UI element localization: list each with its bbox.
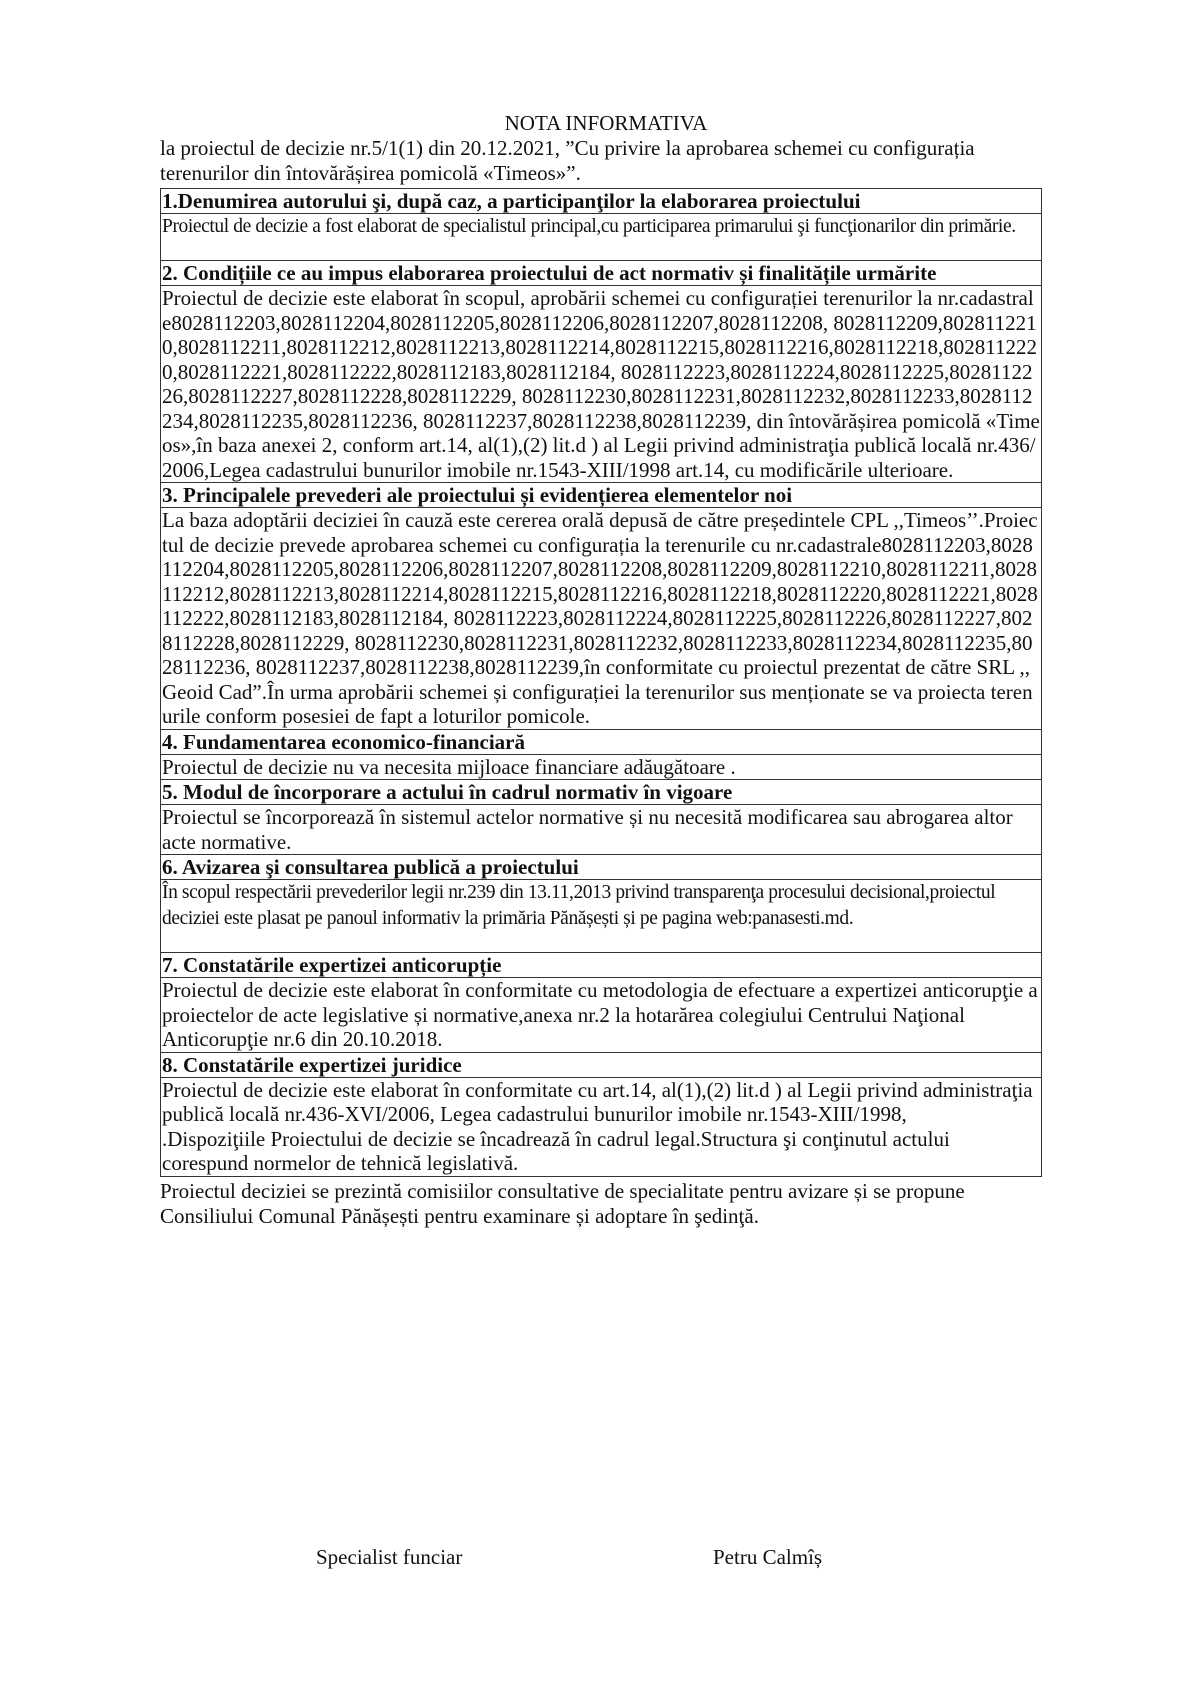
- signature-role: Specialist funciar: [316, 1545, 463, 1569]
- section-heading: 6. Avizarea şi consultarea publică a proiectului: [161, 855, 1042, 880]
- section-paragraph: Proiectul de decizie nu va necesita mijloace financiare adăugătoare .: [162, 754, 736, 779]
- section-paragraph: Proiectul de decizie este elaborat în scopul, aprobării schemei cu configurației terenurilor la nr.cadastrale8028112203,8028112204,8028112205,8028112206,8028112207,8028112208, 8028112209,8028112210,8028112211,8028112212,8028112213,8028112214,8028112215,8028112216,8028112218,8028112220,8028112221,8028112222,8028112183,8028112184, 8028112223,8028112224,8028112225,8028112226,8028112227,8028112228,8028112229, 8028112230,8028112231,8028112232,8028112233,8028112234,8028112235,8028112236, 8028112237,8028112238,8028112239, din întovărășirea pomicolă «Timeos»,în baza anexei 2, conform art.14, al(1),(2) lit.d ) al Legii privind administraţia publică locală nr.436/2006,Legea cadastrului bunurilor imobile nr.1543-XIII/1998 art.14, cu modificările ulterioare.: [162, 286, 1040, 482]
- section-paragraph: Proiectul de decizie a fost elaborat de specialistul principal,cu participarea primarului şi funcţionarilor din primărie.: [162, 216, 1016, 237]
- section-8-heading-row: [161, 1052, 1042, 1077]
- section-heading: 8. Constatările expertizei juridice: [161, 1052, 1042, 1077]
- section-body: [161, 754, 1042, 780]
- section-3-body-row: [161, 508, 1042, 730]
- section-6-heading-row: [161, 855, 1042, 880]
- section-paragraph: În scopul respectării prevederilor legii nr.239 din 13.11,2013 privind transparenţa procesului decisional,proiectul deciziei este plasat pe panoul informativ la primăria Pănășești și pe pagina web:panasesti.md.: [162, 882, 996, 929]
- section-paragraph: .Dispoziţiile Proiectului de decizie se încadrează în cadrul legal.Structura şi conţinutul actului corespund normelor de tehnică legislativă.: [162, 1126, 950, 1175]
- closing-paragraph: Proiectul deciziei se prezintă comisiilor consultative de specialitate pentru avizare și se propune Consiliului Comunal Pănășești pentru examinare și adoptare în şedinţă.: [160, 1178, 965, 1228]
- section-body: [161, 214, 1042, 261]
- section-7-body-row: [161, 978, 1042, 1053]
- section-5-body-row: [161, 805, 1042, 855]
- spacer: [162, 932, 1040, 952]
- section-body: [161, 1077, 1042, 1176]
- section-6-body-row: [161, 880, 1042, 953]
- section-heading: 7. Constatările expertizei anticorupție: [161, 953, 1042, 978]
- section-heading: 5. Modul de încorporare a actului în cadrul normativ în vigoare: [161, 780, 1042, 805]
- section-1-body-row: [161, 214, 1042, 261]
- section-4-body-row: [161, 754, 1042, 780]
- section-heading: 1.Denumirea autorului şi, după caz, a participanţilor la elaborarea proiectului: [161, 189, 1042, 214]
- section-body: [161, 880, 1042, 953]
- document-title: NOTA INFORMATIVA: [504, 111, 708, 135]
- section-2-body-row: [161, 286, 1042, 483]
- section-4-heading-row: [161, 729, 1042, 754]
- section-heading: 2. Condițiile ce au impus elaborarea proiectului de act normativ și finalitățile urmărite: [161, 261, 1042, 286]
- section-2-heading-row: [161, 261, 1042, 286]
- section-3-heading-row: [161, 483, 1042, 508]
- section-body: [161, 805, 1042, 855]
- signature-name: Petru Calmîș: [713, 1545, 823, 1569]
- document-subtitle: la proiectul de decizie nr.5/1(1) din 20.12.2021, ”Cu privire la aprobarea schemei cu configurația terenurilor din întovărășirea pomicolă «Timeos»”.: [160, 136, 975, 185]
- section-8-body-row: [161, 1077, 1042, 1176]
- spacer: [162, 240, 1040, 260]
- document-page: [160, 110, 1042, 1229]
- section-1-heading-row: [161, 189, 1042, 214]
- section-paragraph: Proiectul de decizie este elaborat în conformitate cu art.14, al(1),(2) lit.d ) al Legii privind administraţia publică locală nr.436-XVI/2006, Legea cadastrului bunurilor imobile nr.1543-XIII/1998,: [162, 1077, 1033, 1126]
- section-paragraph: Proiectul de decizie este elaborat în conformitate cu metodologia de efectuare a expertizei anticorupţie a proiectelor de acte legislative și normative,anexa nr.2 la hotarărea colegiului Centrului Naţional Anticorupţie nr.6 din 20.10.2018.: [162, 978, 1038, 1051]
- section-body: [161, 508, 1042, 730]
- section-body: [161, 286, 1042, 483]
- section-7-heading-row: [161, 953, 1042, 978]
- section-heading: 4. Fundamentarea economico-financiară: [161, 729, 1042, 754]
- section-paragraph: La baza adoptării deciziei în cauză este cererea orală depusă de către președintele CPL ,,Timeos’’.Proiectul de decizie prevede aprobarea schemei cu configurația la terenurile cu nr.cadastrale8028112203,8028112204,8028112205,8028112206,8028112207,8028112208,8028112209,8028112210,8028112211,8028112212,8028112213,8028112214,8028112215,8028112216,8028112218,8028112220,8028112221,8028112222,8028112183,8028112184, 8028112223,8028112224,8028112225,8028112226,8028112227,8028112228,8028112229, 8028112230,8028112231,8028112232,8028112233,8028112234,8028112235,8028112236, 8028112237,8028112238,8028112239,în conformitate cu proiectul prezentat de către SRL ,,Geoid Cad”.În urma aprobării schemei și configurației la terenurilor sus menționate se va proiecta terenurile conform posesiei de fapt a loturilor pomicole.: [162, 508, 1038, 728]
- section-5-heading-row: [161, 780, 1042, 805]
- section-body: [161, 978, 1042, 1053]
- section-heading: 3. Principalele prevederi ale proiectului și evidențierea elementelor noi: [161, 483, 1042, 508]
- section-paragraph: Proiectul se încorporează în sistemul actelor normative și nu necesită modificarea sau abrogarea altor acte normative.: [162, 805, 1013, 854]
- sections-table: [160, 188, 1042, 1177]
